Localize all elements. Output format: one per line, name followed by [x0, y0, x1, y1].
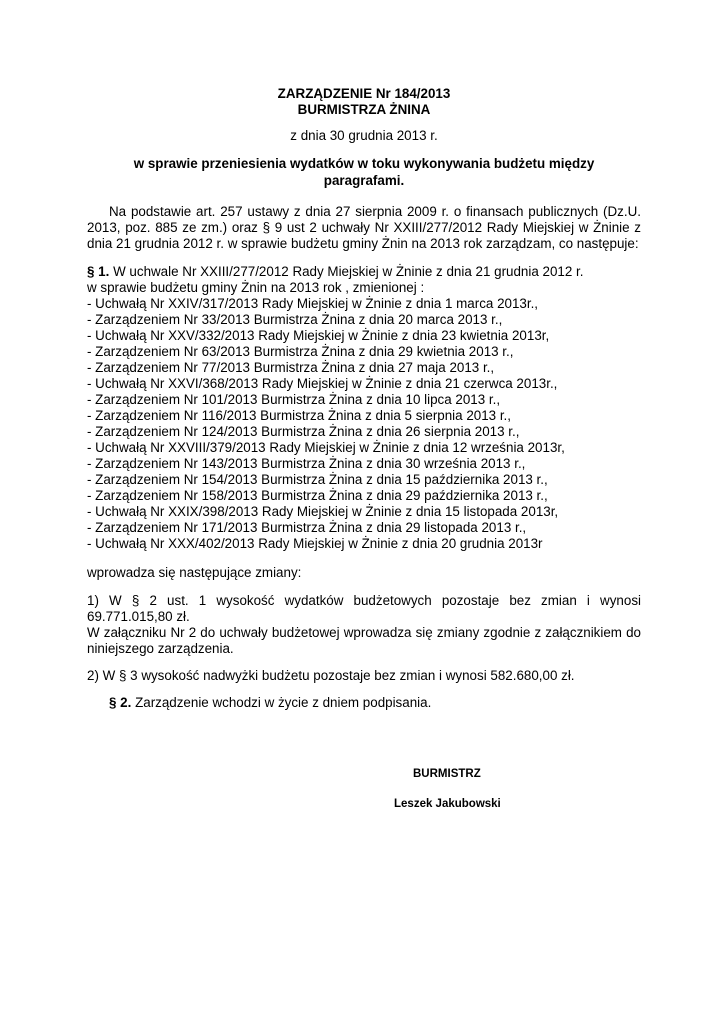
section-2: [87, 695, 641, 711]
amendment-item: - Zarządzeniem Nr 101/2013 Burmistrza Żnina z dnia 10 lipca 2013 r.,: [87, 392, 501, 407]
section-2-label: § 2.: [109, 695, 132, 710]
amendment-item: - Uchwałą Nr XXVI/368/2013 Rady Miejskiej w Żninie z dnia 21 czerwca 2013r.,: [87, 376, 558, 391]
section-1-text: W uchwale Nr XXIII/277/2012 Rady Miejskiej w Żninie z dnia 21 grudnia 2012 r.: [109, 264, 584, 279]
section-1: [87, 264, 641, 552]
section-1-label: § 1.: [87, 264, 110, 279]
document-issuer: BURMISTRZA ŻNINA: [297, 102, 431, 117]
section-1-text-cont: w sprawie budżetu gminy Żnin na 2013 rok , zmienionej :: [87, 280, 425, 295]
change-point-1-attachment: W załączniku Nr 2 do uchwały budżetowej wprowadza się zmiany zgodnie z załącznikiem do niniejszego zarządzenia.: [87, 625, 641, 656]
section-2-text: Zarządzenie wchodzi w życie z dniem podpisania.: [131, 695, 432, 710]
legal-basis-paragraph: Na podstawie art. 257 ustawy z dnia 27 sierpnia 2009 r. o finansach publicznych (Dz.U. 2013, poz. 885 ze zm.) oraz § 9 ust 2 uchwały Nr XXIII/277/2012 Rady Miejskiej w Żninie z dnia 21 grudnia 2012 r. w sprawie budżetu gminy Żnin na 2013 rok zarządzam, co następuje:: [87, 204, 641, 251]
amendment-item: - Zarządzeniem Nr 33/2013 Burmistrza Żnina z dnia 20 marca 2013 r.,: [87, 312, 503, 327]
document-title: ZARZĄDZENIE Nr 184/2013: [277, 86, 451, 101]
amendment-item: - Zarządzeniem Nr 116/2013 Burmistrza Żnina z dnia 5 sierpnia 2013 r.,: [87, 408, 511, 423]
amendment-item: - Uchwałą Nr XXX/402/2013 Rady Miejskiej w Żninie z dnia 20 grudnia 2013r: [87, 536, 543, 551]
changes-intro: wprowadza się następujące zmiany:: [87, 565, 302, 580]
amendment-item: - Uchwałą Nr XXV/332/2013 Rady Miejskiej w Żninie z dnia 23 kwietnia 2013r,: [87, 328, 550, 343]
amendment-item: - Zarządzeniem Nr 154/2013 Burmistrza Żnina z dnia 15 października 2013 r.,: [87, 472, 548, 487]
document-page: [87, 86, 641, 810]
subject-line-1: w sprawie przeniesienia wydatków w toku wykonywania budżetu między: [133, 156, 595, 171]
subject-line-2: paragrafami.: [323, 173, 405, 188]
amendment-item: - Zarządzeniem Nr 77/2013 Burmistrza Żnina z dnia 27 maja 2013 r.,: [87, 360, 495, 375]
change-point-2: 2) W § 3 wysokość nadwyżki budżetu pozostaje bez zmian i wynosi 582.680,00 zł.: [87, 668, 575, 683]
amendment-item: - Uchwałą Nr XXIV/317/2013 Rady Miejskiej w Żninie z dnia 1 marca 2013r.,: [87, 296, 539, 311]
amendment-item: - Uchwałą Nr XXIX/398/2013 Rady Miejskiej w Żninie z dnia 15 listopada 2013r,: [87, 504, 559, 519]
amendment-item: - Zarządzeniem Nr 124/2013 Burmistrza Żnina z dnia 26 sierpnia 2013 r.,: [87, 424, 520, 439]
signature-name: Leszek Jakubowski: [394, 798, 501, 810]
document-date: z dnia 30 grudnia 2013 r.: [290, 128, 438, 143]
amendments-list: [87, 296, 641, 552]
signature-title: BURMISTRZ: [413, 768, 481, 780]
amendment-item: - Zarządzeniem Nr 143/2013 Burmistrza Żnina z dnia 30 września 2013 r.,: [87, 456, 526, 471]
amendment-item: - Uchwałą Nr XXVIII/379/2013 Rady Miejskiej w Żninie z dnia 12 września 2013r,: [87, 440, 565, 455]
amendment-item: - Zarządzeniem Nr 171/2013 Burmistrza Żnina z dnia 29 listopada 2013 r.,: [87, 520, 527, 535]
amendment-item: - Zarządzeniem Nr 158/2013 Burmistrza Żnina z dnia 29 października 2013 r.,: [87, 488, 548, 503]
change-point-1: 1) W § 2 ust. 1 wysokość wydatków budżetowych pozostaje bez zmian i wynosi 69.771.015,80 zł.: [87, 593, 641, 624]
amendment-item: - Zarządzeniem Nr 63/2013 Burmistrza Żnina z dnia 29 kwietnia 2013 r.,: [87, 344, 514, 359]
document-subject: [87, 155, 641, 189]
